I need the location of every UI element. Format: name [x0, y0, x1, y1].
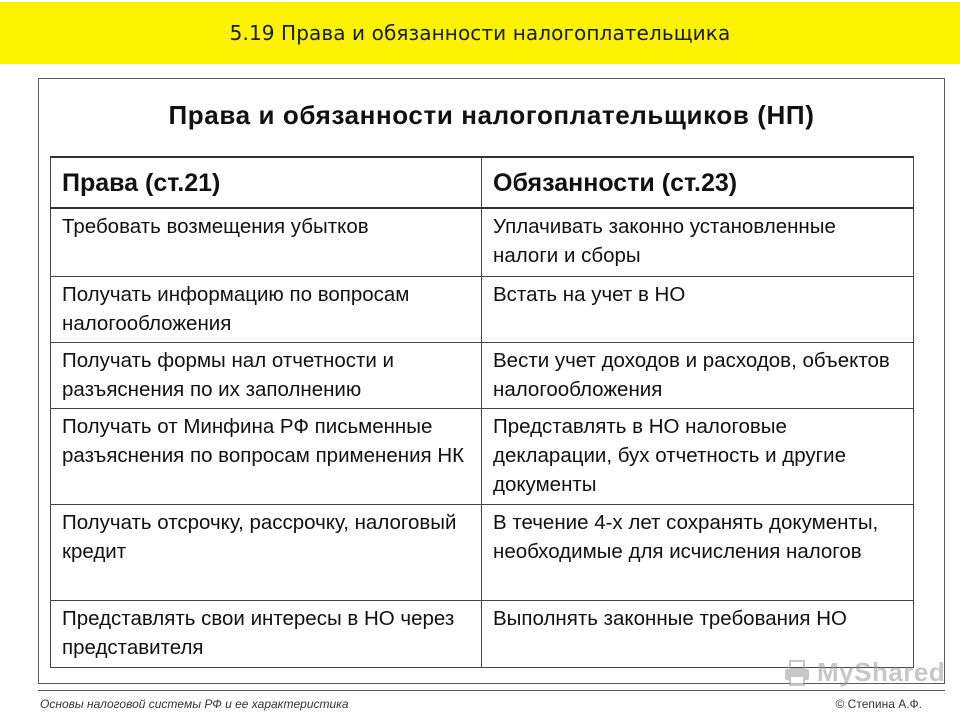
footer-author: © Степина А.Ф. — [835, 697, 922, 711]
right-cell: Получать формы нал отчетности и разъяснения по их заполнению — [51, 342, 482, 408]
duty-cell: Выполнять законные требования НО — [482, 600, 914, 667]
table-row — [51, 208, 914, 276]
footer-course-title: Основы налоговой системы РФ и ее характеристика — [40, 697, 349, 711]
duty-cell: Вести учет доходов и расходов, объектов налогообложения — [482, 342, 914, 408]
right-cell: Получать информацию по вопросам налогообложения — [51, 276, 482, 342]
watermark — [782, 657, 945, 688]
table-row — [51, 408, 914, 504]
right-cell: Получать отсрочку, рассрочку, налоговый кредит — [51, 504, 482, 600]
slide-title: 5.19 Права и обязанности налогоплательщика — [229, 21, 731, 45]
title-band — [0, 2, 960, 64]
watermark-text: MyShared — [817, 657, 946, 687]
duty-cell: Уплачивать законно установленные налоги и сборы — [482, 208, 914, 276]
table-row — [51, 342, 914, 408]
printer-logo-icon — [782, 658, 812, 688]
table-row — [51, 504, 914, 600]
header-duties: Обязанности (ст.23) — [482, 157, 914, 208]
table-heading: Права и обязанности налогоплательщиков (НП) — [168, 100, 815, 130]
right-cell: Получать от Минфина РФ письменные разъяснения по вопросам применения НК — [51, 408, 482, 504]
duty-cell: Встать на учет в НО — [482, 276, 914, 342]
footer-divider — [38, 690, 945, 691]
header-rights: Права (ст.21) — [51, 157, 482, 208]
right-cell: Требовать возмещения убытков — [51, 208, 482, 276]
table-row — [51, 276, 914, 342]
rights-duties-table — [50, 156, 914, 668]
duty-cell: Представлять в НО налоговые декларации, бух отчетность и другие документы — [482, 408, 914, 504]
right-cell: Представлять свои интересы в НО через представителя — [51, 600, 482, 667]
duty-cell: В течение 4-х лет сохранять документы, необходимые для исчисления налогов — [482, 504, 914, 600]
table-header-row — [51, 157, 914, 208]
